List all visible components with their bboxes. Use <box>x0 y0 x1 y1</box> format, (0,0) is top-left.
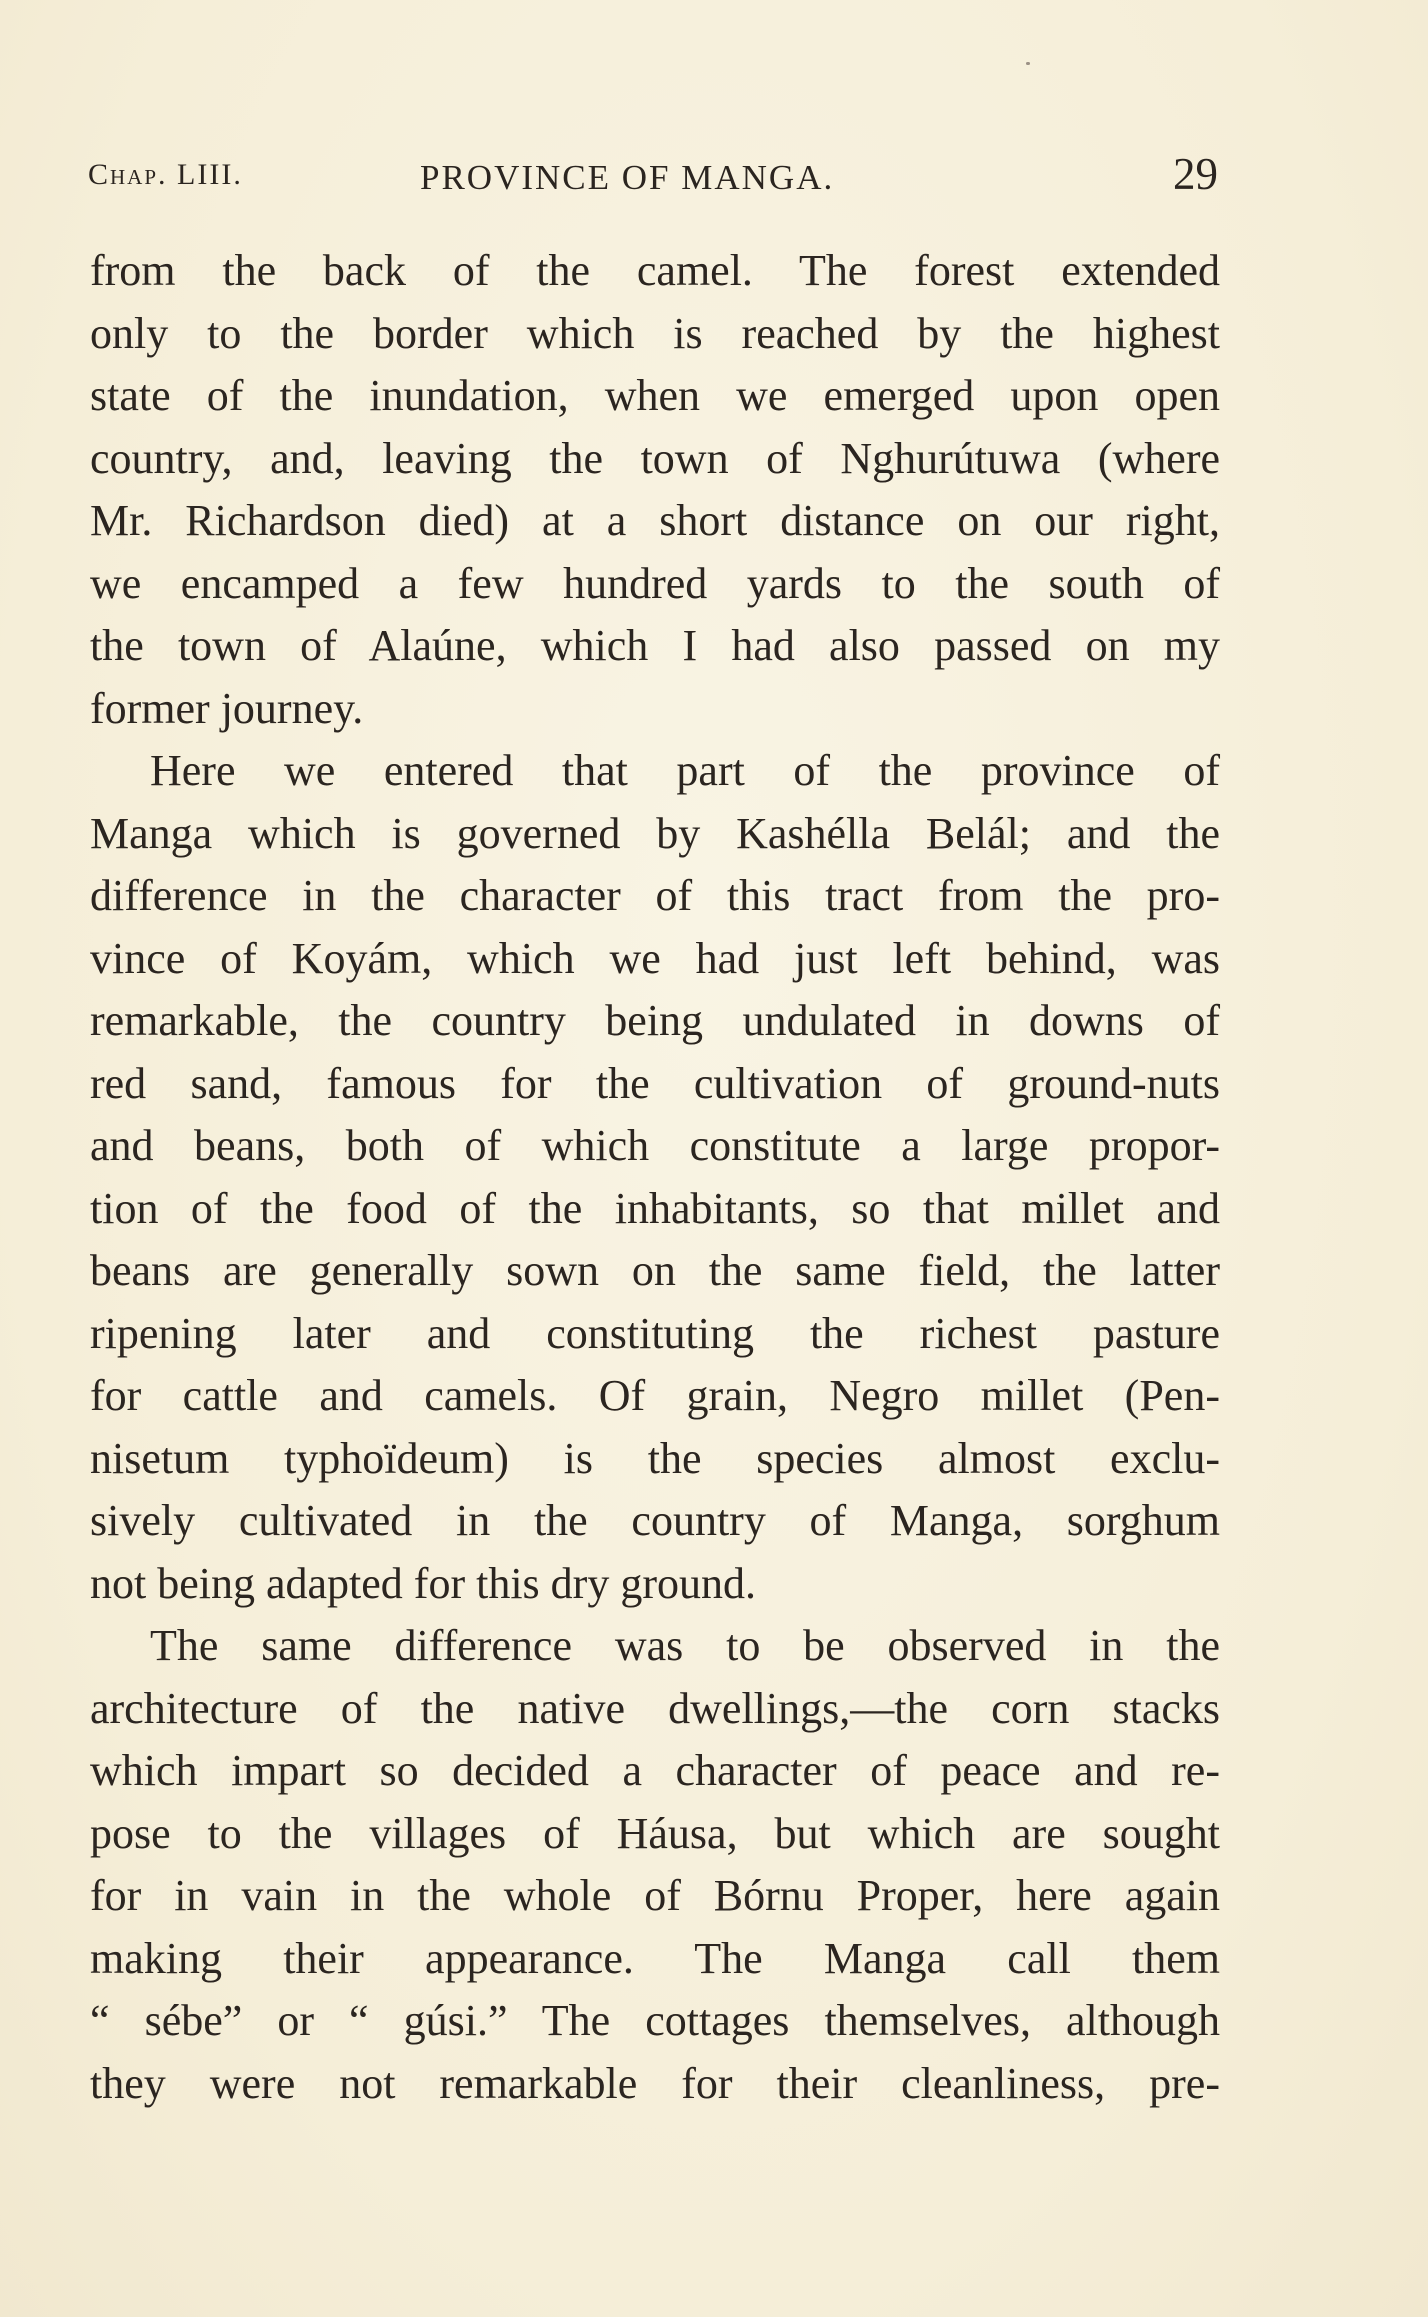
text-line: beans are generally sown on the same field, the latter <box>90 1246 1220 1295</box>
text-line: and beans, both of which constitute a large propor- <box>90 1121 1220 1170</box>
text-line: remarkable, the country being undulated in downs of <box>90 996 1220 1045</box>
text-line: which impart so decided a character of peace and re- <box>90 1746 1220 1795</box>
text-line: sively cultivated in the country of Manga, sorghum <box>90 1496 1220 1545</box>
text-line: Manga which is governed by Kashélla Belál; and the <box>90 808 1220 858</box>
text-line: Here we entered that part of the province of <box>150 746 1220 795</box>
body-text <box>90 240 1220 2115</box>
text-line: we encamped a few hundred yards to the south of <box>90 558 1220 608</box>
text-line: “ sébe” or “ gúsi.” The cottages themselves, although <box>90 1996 1220 2045</box>
running-title: PROVINCE OF MANGA. <box>420 158 835 197</box>
text-line: for cattle and camels. Of grain, Negro millet (Pen- <box>90 1371 1220 1420</box>
running-header <box>88 148 1218 208</box>
text-line: ripening later and constituting the richest pasture <box>90 1308 1220 1358</box>
text-line: architecture of the native dwellings,—the corn stacks <box>90 1683 1220 1733</box>
text-line: for in vain in the whole of Bórnu Proper, here again <box>90 1871 1220 1920</box>
text-line: pose to the villages of Háusa, but which are sought <box>90 1808 1220 1858</box>
text-line: only to the border which is reached by the highest <box>90 308 1220 358</box>
text-line: difference in the character of this tract from the pro- <box>90 871 1220 920</box>
text-line: making their appearance. The Manga call them <box>90 1933 1220 1983</box>
text-line: vince of Koyám, which we had just left behind, was <box>90 933 1220 983</box>
chapter-label: Chap. LIII. <box>88 158 243 191</box>
text-line: country, and, leaving the town of Nghurútuwa (where <box>90 433 1220 483</box>
text-line: not being adapted for this dry ground. <box>90 1558 756 1608</box>
text-line: former journey. <box>90 683 364 733</box>
text-line: The same difference was to be observed in the <box>150 1621 1220 1670</box>
text-line: state of the inundation, when we emerged upon open <box>90 371 1220 420</box>
text-line: Mr. Richardson died) at a short distance on our right, <box>90 496 1220 545</box>
page-number: 29 <box>1173 149 1218 199</box>
text-line: tion of the food of the inhabitants, so that millet and <box>90 1183 1220 1233</box>
text-line: red sand, famous for the cultivation of ground-nuts <box>90 1058 1220 1108</box>
text-line: nisetum typhoïdeum) is the species almost exclu- <box>90 1433 1220 1483</box>
text-line: the town of Alaúne, which I had also passed on my <box>90 621 1220 670</box>
paper-speck <box>1026 62 1030 65</box>
text-line: from the back of the camel. The forest extended <box>90 246 1220 295</box>
text-line: they were not remarkable for their cleanliness, pre- <box>90 2058 1220 2108</box>
